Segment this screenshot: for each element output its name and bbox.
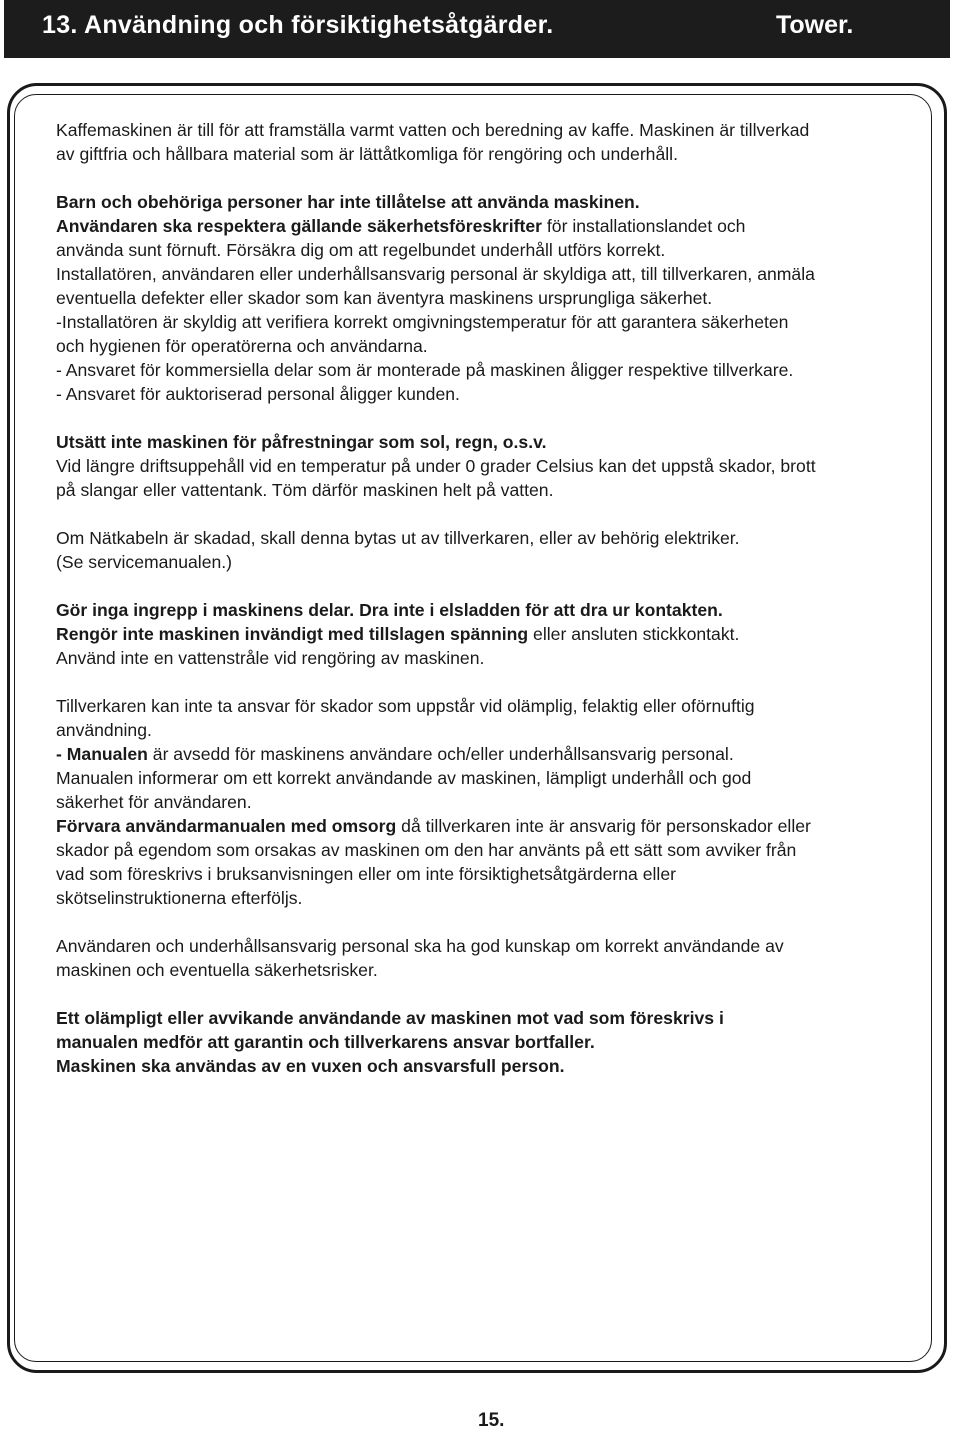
manual-bold: - Manualen bbox=[56, 744, 148, 764]
text-line: och hygienen för operatörerna och användarna. bbox=[56, 336, 428, 356]
keep-manual-line: Förvara användarmanualen med omsorg då tillverkaren inte är ansvarig för personskador eller bbox=[56, 816, 811, 836]
text-line: skador på egendom som orsakas av maskinen om den har använts på ett sätt som avviker från bbox=[56, 840, 797, 860]
children-warning: Barn och obehöriga personer har inte tillåtelse att använda maskinen. bbox=[56, 192, 640, 212]
text-line: Om Nätkabeln är skadad, skall denna bytas ut av tillverkaren, eller av behörig elektriker. bbox=[56, 528, 740, 548]
intro-line: av giftfria och hållbara material som är lättåtkomliga för rengöring och underhåll. bbox=[56, 144, 678, 164]
model-name: Tower. bbox=[776, 11, 854, 39]
text-line: användning. bbox=[56, 720, 152, 740]
cleaning-warning-bold: Rengör inte maskinen invändigt med tillslagen spänning bbox=[56, 624, 529, 644]
intro-line: Kaffemaskinen är till för att framställa varmt vatten och beredning av kaffe. Maskinen är tillverkad bbox=[56, 120, 810, 140]
text-line: Vid längre driftsuppehåll vid en temperatur på under 0 grader Celsius kan det uppstå skador, brott bbox=[56, 456, 816, 476]
text-line: skötselinstruktionerna efterföljs. bbox=[56, 888, 303, 908]
document-body bbox=[56, 118, 936, 1078]
safety-rules-bold: Användaren ska respektera gällande säkerhetsföreskrifter bbox=[56, 216, 543, 236]
text-line: Tillverkaren kan inte ta ansvar för skador som uppstår vid olämplig, felaktig eller oförnuftig bbox=[56, 696, 755, 716]
section-header bbox=[4, 0, 950, 58]
weather-warning: Utsätt inte maskinen för påfrestningar som sol, regn, o.s.v. bbox=[56, 432, 547, 452]
page-number: 15. bbox=[478, 1410, 505, 1431]
text-line: Installatören, användaren eller underhållsansvarig personal är skyldiga att, till tillverkaren, anmäla bbox=[56, 264, 815, 284]
text-line: vad som föreskrivs i bruksanvisningen eller om inte försiktighetsåtgärderna eller bbox=[56, 864, 676, 884]
text-line: (Se servicemanualen.) bbox=[56, 552, 233, 572]
no-tampering-warning: Gör inga ingrepp i maskinens delar. Dra inte i elsladden för att dra ur kontakten. bbox=[56, 600, 723, 620]
text-line: eventuella defekter eller skador som kan äventyra maskinens ursprungliga säkerhet. bbox=[56, 288, 713, 308]
warranty-warning: Ett olämpligt eller avvikande användande av maskinen mot vad som föreskrivs i bbox=[56, 1008, 724, 1028]
adult-use-warning: Maskinen ska användas av en vuxen och ansvarsfull person. bbox=[56, 1056, 565, 1076]
section-title: 13. Användning och försiktighetsåtgärder. bbox=[42, 11, 554, 39]
text-line: - Ansvaret för kommersiella delar som är monterade på maskinen åligger respektive tillverkare. bbox=[56, 360, 794, 380]
safety-rules-line: Användaren ska respektera gällande säkerhetsföreskrifter för installationslandet och bbox=[56, 216, 746, 236]
text-line: -Installatören är skyldig att verifiera korrekt omgivningstemperatur för att garantera säkerheten bbox=[56, 312, 789, 332]
text-line: på slangar eller vattentank. Töm därför maskinen helt på vatten. bbox=[56, 480, 554, 500]
keep-manual-bold: Förvara användarmanualen med omsorg bbox=[56, 816, 397, 836]
cleaning-warning-line: Rengör inte maskinen invändigt med tillslagen spänning eller ansluten stickkontakt. bbox=[56, 624, 740, 644]
warranty-warning: manualen medför att garantin och tillverkarens ansvar bortfaller. bbox=[56, 1032, 595, 1052]
text-line: - Ansvaret för auktoriserad personal åligger kunden. bbox=[56, 384, 460, 404]
text-line: maskinen och eventuella säkerhetsrisker. bbox=[56, 960, 378, 980]
text-line: säkerhet för användaren. bbox=[56, 792, 252, 812]
text-line: Använd inte en vattenstråle vid rengöring av maskinen. bbox=[56, 648, 485, 668]
text-line: använda sunt förnuft. Försäkra dig om att regelbundet underhåll utförs korrekt. bbox=[56, 240, 666, 260]
manual-line: - Manualen är avsedd för maskinens användare och/eller underhållsansvarig personal. bbox=[56, 744, 734, 764]
text-line: Användaren och underhållsansvarig personal ska ha god kunskap om korrekt användande av bbox=[56, 936, 784, 956]
text-line: Manualen informerar om ett korrekt användande av maskinen, lämpligt underhåll och god bbox=[56, 768, 752, 788]
